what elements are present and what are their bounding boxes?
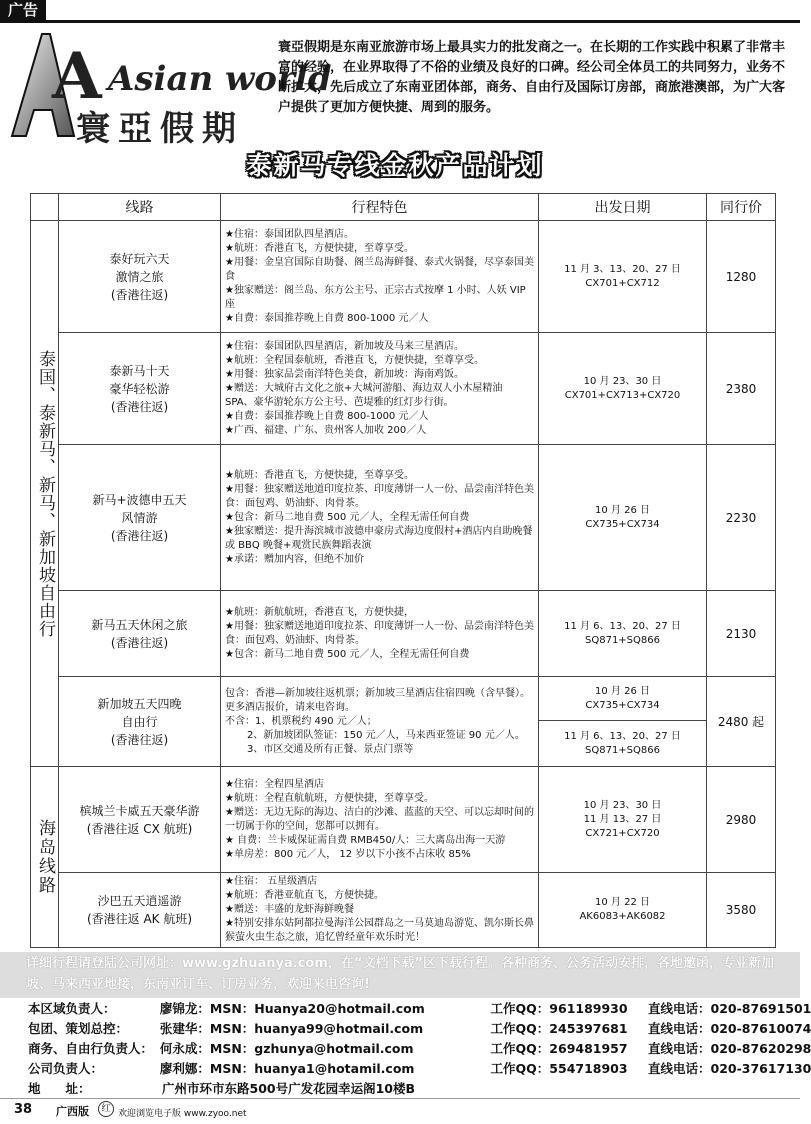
- header-features: 行程特色: [221, 194, 539, 221]
- table-row: [31, 677, 776, 721]
- ad-tag: 广告: [0, 0, 46, 20]
- product-plan-banner: 泰新马专线金秋产品计划: [246, 151, 544, 180]
- departure-dates: 10 月 23、30 日 11 月 13、27 日 CX721+CX720: [539, 767, 707, 873]
- departure-dates: 10 月 26 日 CX735+CX734: [539, 677, 707, 721]
- route-features: ★住宿：全程四星酒店 ★航班：全程直航航班，方便快捷，至尊享受。 ★赠送：无边无际的海边、洁白的沙滩、蓝蓝的天空、可以忘却时间的一切属于你的空间，您都可以拥有。 ★ 自费：兰卡威保证需自费 RMB450/人：三大离岛出海一天游 ★单房差：800 元／人， 12 岁以下小孩不占床收 85%: [221, 767, 539, 873]
- route-features: ★住宿： 五星级酒店 ★航班：香港亚航直飞，方便快捷。 ★赠送：丰盛的龙虾海鲜晚餐 ★特别安排东姑阿都拉曼海洋公园群岛之一马莫迪岛游览、凯尔斯长鼻猴萤火虫生态之旅，追忆曾经童年欢乐时光！: [221, 873, 539, 948]
- price: 2980: [707, 767, 776, 873]
- route-name: 泰好玩六天 激情之旅 (香港往返): [59, 221, 221, 333]
- page-number: 38: [14, 1102, 33, 1117]
- contact-row: 商务、自由行负责人： 何永成：MSN：gzhunya@hotmail.com 工作QQ：269481957 直线电话：020-87620298: [28, 1041, 811, 1056]
- route-name: 新加坡五天四晚 自由行 (香港往返): [59, 677, 221, 767]
- table-header: [31, 194, 776, 221]
- route-features: ★航班：新航航班，香港直飞，方便快捷， ★用餐：独家赠送地道印度拉茶、印度薄饼一人一份、品尝南洋特色美食：面包鸡、奶油虾、肉骨茶。 ★包含：新马二地自费 500 元／人，全程无需任何自费: [221, 591, 539, 677]
- price: 1280: [707, 221, 776, 333]
- route-name: 新马+波德申五天 风情游 (香港往返): [59, 445, 221, 591]
- logo-english: Asian world: [108, 59, 332, 99]
- region-islands: 海岛线路: [31, 767, 59, 948]
- route-features: 包含：香港—新加坡往返机票；新加坡三星酒店住宿四晚（含早餐）。更多酒店报价，请来电咨询。 不含：1、机票税约 490 元／人； 2、新加坡团队签证：150 元／人，马来西亚签证 90 元／人。 3、市区交通及所有正餐、景点门票等: [221, 677, 539, 767]
- asian-world-logo: [12, 28, 332, 154]
- contact-row: 包团、策划总控： 张建华：MSN：huanya99@hotmail.com 工作QQ：245397681 直线电话：020-87610074: [28, 1021, 811, 1036]
- departure-dates: 10 月 23、30 日 CX701+CX713+CX720: [539, 333, 707, 445]
- price: 2230: [707, 445, 776, 591]
- table-row: [31, 333, 776, 445]
- departure-dates: 11 月 6、13、20、27 日 SQ871+SQ866: [539, 721, 707, 767]
- bottom-divider: [0, 1098, 800, 1099]
- route-name: 泰新马十天 豪华轻松游 (香港往返): [59, 333, 221, 445]
- region-thailand: 泰国、泰新马、新马、新加坡自由行: [31, 221, 59, 767]
- intro-brand: 寰亞假期: [278, 40, 331, 55]
- top-divider: [0, 20, 800, 23]
- tour-table: [30, 193, 776, 948]
- route-name: 沙巴五天逍遥游 (香港往返 AK 航班): [59, 873, 221, 948]
- route-features: ★住宿：泰国团队四星酒店。 ★航班：香港直飞，方便快捷，至尊享受。 ★用餐：金皇宫国际自助餐、阁兰岛海鲜餐、泰式火锅餐，尽享泰国美食 ★独家赠送：阁兰岛、东方公主号、正宗古式按摩 1 小时、人妖 VIP 座 ★自费：泰国推荐晚上自费 800-1000 元／人: [221, 221, 539, 333]
- header-dates: 出发日期: [539, 194, 707, 221]
- footer-note: 详细行程请登陆公司网址：www.gzhuanya.com，在“文档下载”区下载行程。各种商务、公务活动安排，各地邀函，专业新加坡、马来西亚地接，东南亚订车、订房业务，欢迎来电咨询!: [0, 952, 800, 998]
- header-price: 同行价: [707, 194, 776, 221]
- contact-row: 本区域负责人： 廖锦龙：MSN：Huanya20@hotmail.com 工作QQ：961189930 直线电话：020-87691501: [28, 1001, 811, 1016]
- company-intro: [278, 38, 794, 118]
- edition-label: 广西版: [56, 1105, 89, 1118]
- website-link[interactable]: 欢迎浏览电子版 www.zyoo.net: [118, 1109, 247, 1119]
- edition-badge: 红: [98, 1101, 114, 1117]
- departure-dates: 11 月 6、13、20、27 日 SQ871+SQ866: [539, 591, 707, 677]
- intro-text: 是东南亚旅游市场上最具实力的批发商之一。在长期的工作实践中积累了非常丰富的经验，在业界取得了不俗的业绩及良好的口碑。经公司全体员工的共同努力，业务不断扩大，先后成立了东南亚团体部，商务、自由行及国际订房部，商旅港澳部，为广大客户提供了更加方便快捷、周到的服务。: [278, 40, 786, 115]
- contact-row: 公司负责人： 廖利娜：MSN：huanya1@hotamil.com 工作QQ：554718903 直线电话：020-37617130: [28, 1061, 811, 1076]
- table-row: [31, 445, 776, 591]
- price: 2480 起: [707, 677, 776, 767]
- price: 2130: [707, 591, 776, 677]
- table-row: [31, 591, 776, 677]
- table-row: [31, 873, 776, 948]
- contact-list: [28, 999, 811, 1099]
- route-features: ★住宿：泰国团队四星酒店，新加坡及马来三星酒店。 ★航班：全程国泰航班，香港直飞，方便快捷，至尊享受。 ★用餐：独家品尝南洋特色美食，新加坡：海南鸡饭。 ★赠送：大城府古文化之旅+大城河游船、海边双人小木屋精油 SPA、豪华游轮东方公主号、芭堤雅的红灯步行街。 ★自费：泰国推荐晚上自费 800-1000 元／人 ★广西、福建、广东、贵州客人加收 200／人: [221, 333, 539, 445]
- route-features: ★航班：香港直飞，方便快捷，至尊享受。 ★用餐：独家赠送地道印度拉茶、印度薄饼一人一份、品尝南洋特色美食：面包鸡、奶油虾、肉骨茶。 ★包含：新马二地自费 500 元／人，全程无需任何自费 ★独家赠送：提升海滨城市波德申豪房式海边度假村+酒店内自助晚餐或 BBQ 晚餐+观赏民族舞蹈表演 ★承诺：赠加内容，但绝不加价: [221, 445, 539, 591]
- route-name: 新马五天休闲之旅 (香港往返): [59, 591, 221, 677]
- contact-row: 地 址： 广州市环市东路500号广发花园幸运阁10楼B: [28, 1081, 416, 1096]
- departure-dates: 11 月 3、13、20、27 日 CX701+CX712: [539, 221, 707, 333]
- logo-chinese: 寰亞假期: [76, 109, 244, 149]
- table-row: [31, 767, 776, 873]
- departure-dates: 10 月 26 日 CX735+CX734: [539, 445, 707, 591]
- departure-dates: 10 月 22 日 AK6083+AK6082: [539, 873, 707, 948]
- header-route: 线路: [59, 194, 221, 221]
- price: 2380: [707, 333, 776, 445]
- table-row: [31, 221, 776, 333]
- logo-letter: A: [52, 39, 102, 114]
- price: 3580: [707, 873, 776, 948]
- route-name: 槟城兰卡威五天豪华游 (香港往返 CX 航班): [59, 767, 221, 873]
